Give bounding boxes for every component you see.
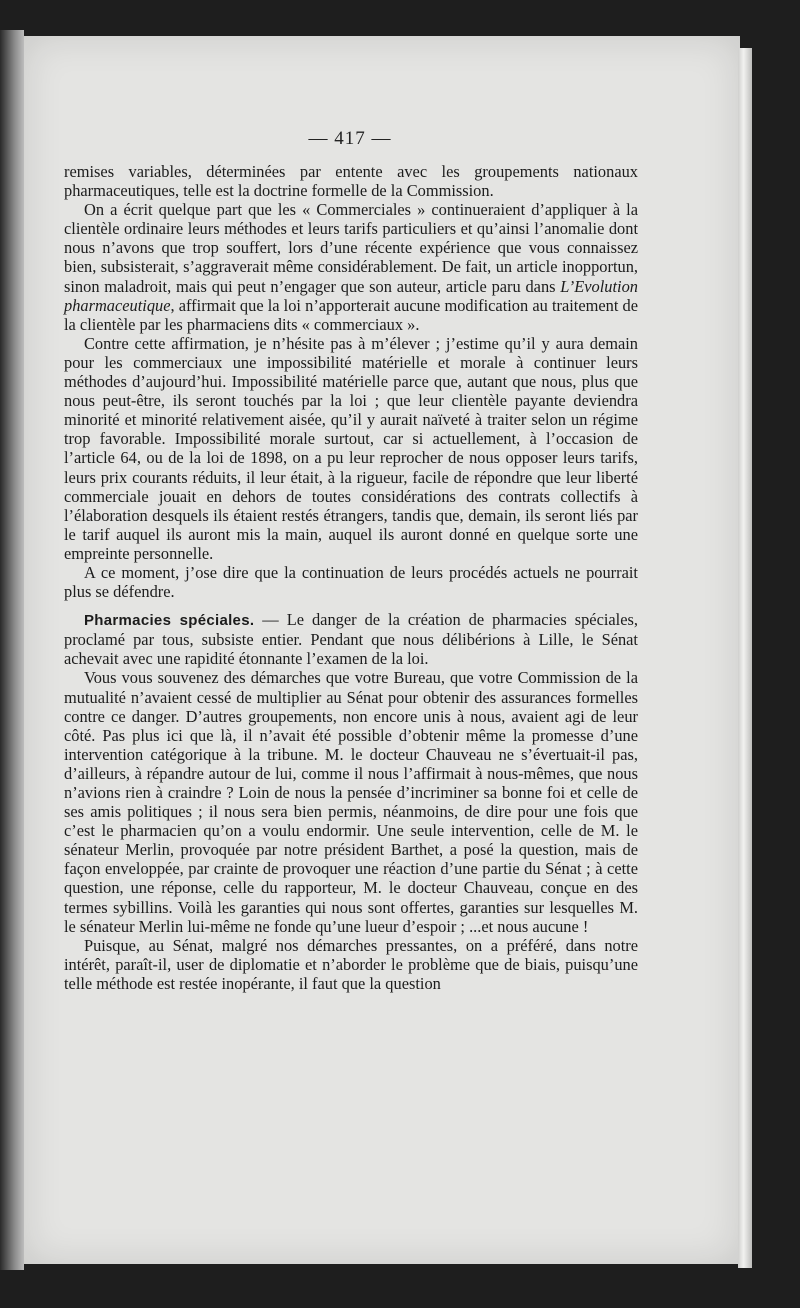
paragraph-pharmacies-speciales: [64, 610, 638, 668]
paragraph-affirmation: Contre cette affirmation, je n’hésite pas à m’élever ; j’estime qu’il y aura demain pour les commerciaux une impossibilité matérielle et morale à continuer leurs méthodes d’aujourd’hui. Impossibilité matérielle parce que, autant que nous, plus que nous peut-être, ils seront touchés par la loi ; que leur clientèle payante deviendra minorité et minorité relativement aisée, qu’il y aurait naïveté à traiter selon un régime trop favorable. Impossibilité morale surtout, car si actuellement, à l’occasion de l’article 64, ou de la loi de 1898, on a pu leur reprocher de nous opposer leurs tarifs, leurs prix courants réduits, il leur était, à la rigueur, facile de répondre que leur liberté commerciale jouait en dehors de toutes considérations des contrats collectifs à l’élaboration desquels ils étaient restés étrangers, tandis que, demain, ils seront liés par le tarif auquel ils auront mis la main, auquel ils auront donné en quelque sorte une empreinte personnelle.: [64, 333, 638, 563]
journal-title: L’Evolution pharmaceutique: [64, 276, 638, 315]
page-fore-edge: [738, 48, 752, 1268]
paragraph-commerciales-part2: , affirmait que la loi n’apporterait aucune modification au traitement de la clientèle par les pharmaciens dits « commerciaux ».: [64, 295, 638, 334]
paragraph-continuation: A ce moment, j’ose dire que la continuation de leurs procédés actuels ne pourrait plus se défendre.: [64, 562, 638, 602]
section-heading: Pharmacies spéciales.: [84, 612, 255, 630]
body-text: [64, 162, 638, 993]
paragraph-commerciales-part1: On a écrit quelque part que les « Commerciales » continueraient d’appliquer à la clientèle ordinaire leurs méthodes et leurs tarifs particuliers et qu’ainsi l’anomalie dont nous n’avons que trop souffert, lors d’une récente expérience que vous connaissez bien, subsisterait, s’aggraverait même considérablement. De fait, un article inopportun, sinon maladroit, mais qui peut n’engager que son auteur, article paru dans: [64, 200, 638, 296]
paragraph-pharmacies-body: — Le danger de la création de pharmacies spéciales, proclamé par tous, subsiste entier. Pendant que nous délibérions à Lille, le Sénat achevait avec une rapidité étonnante l’examen de la loi.: [64, 610, 638, 669]
paragraph-commerciales: [64, 200, 638, 334]
paragraph-senat: Puisque, au Sénat, malgré nos démarches pressantes, on a préféré, dans notre intérêt, paraît-il, user de diplomatie et n’aborder le problème que de biais, puisqu’une telle méthode est restée inopérante, il faut que la question: [64, 935, 638, 993]
paragraph-demarches: Vous vous souvenez des démarches que votre Bureau, que votre Commission de la mutualité n’avaient cessé de multiplier au Sénat pour obtenir des assurances formelles contre ce danger. D’autres groupements, non encore unis à nous, avaient agi de leur côté. Pas plus ici que là, il n’avait été possible d’obtenir même la promesse d’une intervention catégorique à la tribune. M. le docteur Chauveau ne s’évertuait-il pas, d’ailleurs, à répandre autour de lui, comme il nous l’affirmait à nous-mêmes, que nous n’avions rien à craindre ? Loin de nous la pensée d’incriminer sa bonne foi et celle de ses amis politiques ; il nous sera bien permis, néanmoins, de dire pour une fois que c’est le pharmacien qu’on a voulu endormir. Une seule intervention, celle de M. le sénateur Merlin, provoquée par notre président Barthet, a posé la question, mais de façon enveloppée, par crainte de provoquer une réaction d’une partie du Sénat ; à cette question, une réponse, celle du rapporteur, M. le docteur Chauveau, conçue en des termes sybillins. Voilà les garanties qui nous sont offertes, garanties sur lesquelles M. le sénateur Merlin lui-même ne fonde qu’une lueur d’espoir ; ...et nous aucune !: [64, 668, 638, 936]
book-spine-edge: [0, 30, 24, 1270]
paragraph-remises: remises variables, déterminées par entente avec les groupements nationaux pharmaceutiques, telle est la doctrine formelle de la Commission.: [64, 162, 638, 201]
page-number: — 417 —: [308, 128, 392, 149]
